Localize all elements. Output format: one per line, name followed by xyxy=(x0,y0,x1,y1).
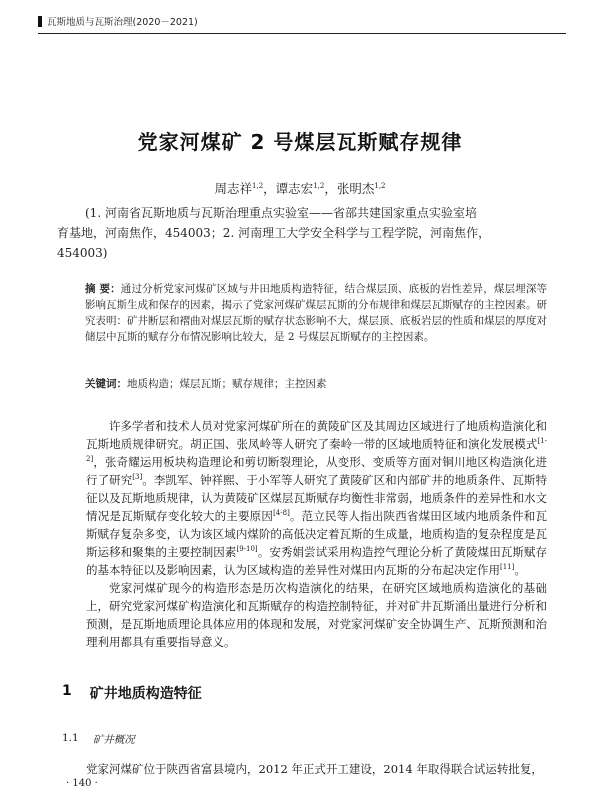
running-title: 瓦斯地质与瓦斯治理(2020－2021) xyxy=(47,17,198,28)
header-bar-icon xyxy=(38,16,42,27)
subsection-heading xyxy=(62,732,135,747)
paragraph: 党家河煤矿现今的构造形态是历次构造演化的结果，在研究区域地质构造演化的基础上，研究党家河煤矿构造演化和瓦斯赋存的构造控制特征，并对矿井瓦斯涌出量进行分析和预测，是瓦斯地质理论具体应用的体现和发展，对党家河煤矿安全协调生产、瓦斯预测和治理利用都具有重要指导意义。 xyxy=(86,581,547,649)
affiliations xyxy=(57,203,557,263)
paragraph xyxy=(86,417,547,579)
citation: [1-2] xyxy=(86,437,547,464)
affiliation-line: 454003) xyxy=(57,246,108,260)
text-run: 。李凯军、钟祥熙、于小军等人研究了黄陵矿区和内部矿井的地质条件、瓦斯特征以及瓦斯地质规律，认为黄陵矿区煤层瓦斯赋存均衡性非常弱，地质条件的差异性和水文情况是瓦斯赋存变化较大的主要原因 xyxy=(86,473,547,523)
author-affil-sup: 1,2 xyxy=(374,181,386,190)
keywords xyxy=(85,376,547,392)
text-run: 。范立民等人指出陕西省煤田区域内地质条件和瓦斯赋存复杂多变，认为该区域内煤阶的高低决定着瓦斯的生成量，地质构造的复杂程度是瓦斯运移和聚集的主要控制因素 xyxy=(86,509,548,559)
citation: [11] xyxy=(500,563,515,572)
abstract-text: 通过分析党家河煤矿区域与井田地质构造特征，结合煤层顶、底板的岩性差异，煤层埋深等影响瓦斯生成和保存的因素，揭示了党家河煤矿煤层瓦斯的分布规律和煤层瓦斯赋存的主控因素。研究表明：矿井断层和褶曲对煤层瓦斯的赋存状态影响不大，煤层顶、底板岩层的性质和煤层的厚度对储层中瓦斯的赋存分布情况影响比较大，是 2 号煤层瓦斯赋存的主控因素。 xyxy=(85,283,548,343)
text-run: 。 xyxy=(514,563,526,577)
author-name: 张明杰 xyxy=(336,181,375,196)
text-run: 。安秀娟尝试采用构造控气理论分析了黄陵煤田瓦斯赋存的基本特征以及影响因素，认为区域构造的差异性对煤田内瓦斯的分布起决定作用 xyxy=(86,545,548,577)
running-header xyxy=(38,14,198,28)
text-run: ，张奇耀运用板块构造理论和剪切断裂理论，从变形、变质等方面对铜川地区构造演化进行了研究 xyxy=(86,455,547,487)
page-number: · 140 · xyxy=(66,778,98,789)
paragraph: 党家河煤矿位于陕西省富县境内，2012 年正式开工建设，2014 年取得联合试运转批复， xyxy=(86,762,543,776)
author-affil-sup: 1,2 xyxy=(313,181,325,190)
citation: [4-8] xyxy=(273,509,290,518)
section-number: 1 xyxy=(62,683,72,699)
author-name: 周志祥 xyxy=(214,181,253,196)
subsection-title: 矿井概况 xyxy=(92,734,135,746)
keywords-text: 地质构造；煤层瓦斯；赋存规律；主控因素 xyxy=(127,378,327,390)
affiliation-line: (1. 河南省瓦斯地质与瓦斯治理重点实验室——省部共建国家重点实验室培 xyxy=(85,206,477,220)
citation: [3] xyxy=(132,473,143,482)
abstract xyxy=(85,281,547,345)
subsection-number: 1.1 xyxy=(62,732,79,744)
paper-title: 党家河煤矿 2 号煤层瓦斯赋存规律 xyxy=(137,130,463,154)
body-text xyxy=(86,417,547,651)
section-title: 矿井地质构造特征 xyxy=(89,686,202,702)
section-heading xyxy=(62,683,202,703)
keywords-label: 关键词： xyxy=(85,378,127,390)
author-list: 周志祥$^{1,2}$，谭志宏$^{1,2}$，张明杰$^{1,2}$ xyxy=(214,181,386,196)
citation: [9-10] xyxy=(236,545,258,554)
header-divider xyxy=(38,33,566,34)
affiliation-line: 育基地，河南焦作，454003；2. 河南理工大学安全科学与工程学院，河南焦作， xyxy=(57,226,491,240)
author-name: 谭志宏 xyxy=(275,181,314,196)
author-affil-sup: 1,2 xyxy=(252,181,264,190)
text-run: 许多学者和技术人员对党家河煤矿所在的黄陵矿区及其周边区域进行了地质构造演化和瓦斯地质规律研究。胡正国、张凤岭等人研究了秦岭一带的区域地质特征和演化发展模式 xyxy=(86,419,547,451)
abstract-label: 摘 要： xyxy=(85,283,121,295)
